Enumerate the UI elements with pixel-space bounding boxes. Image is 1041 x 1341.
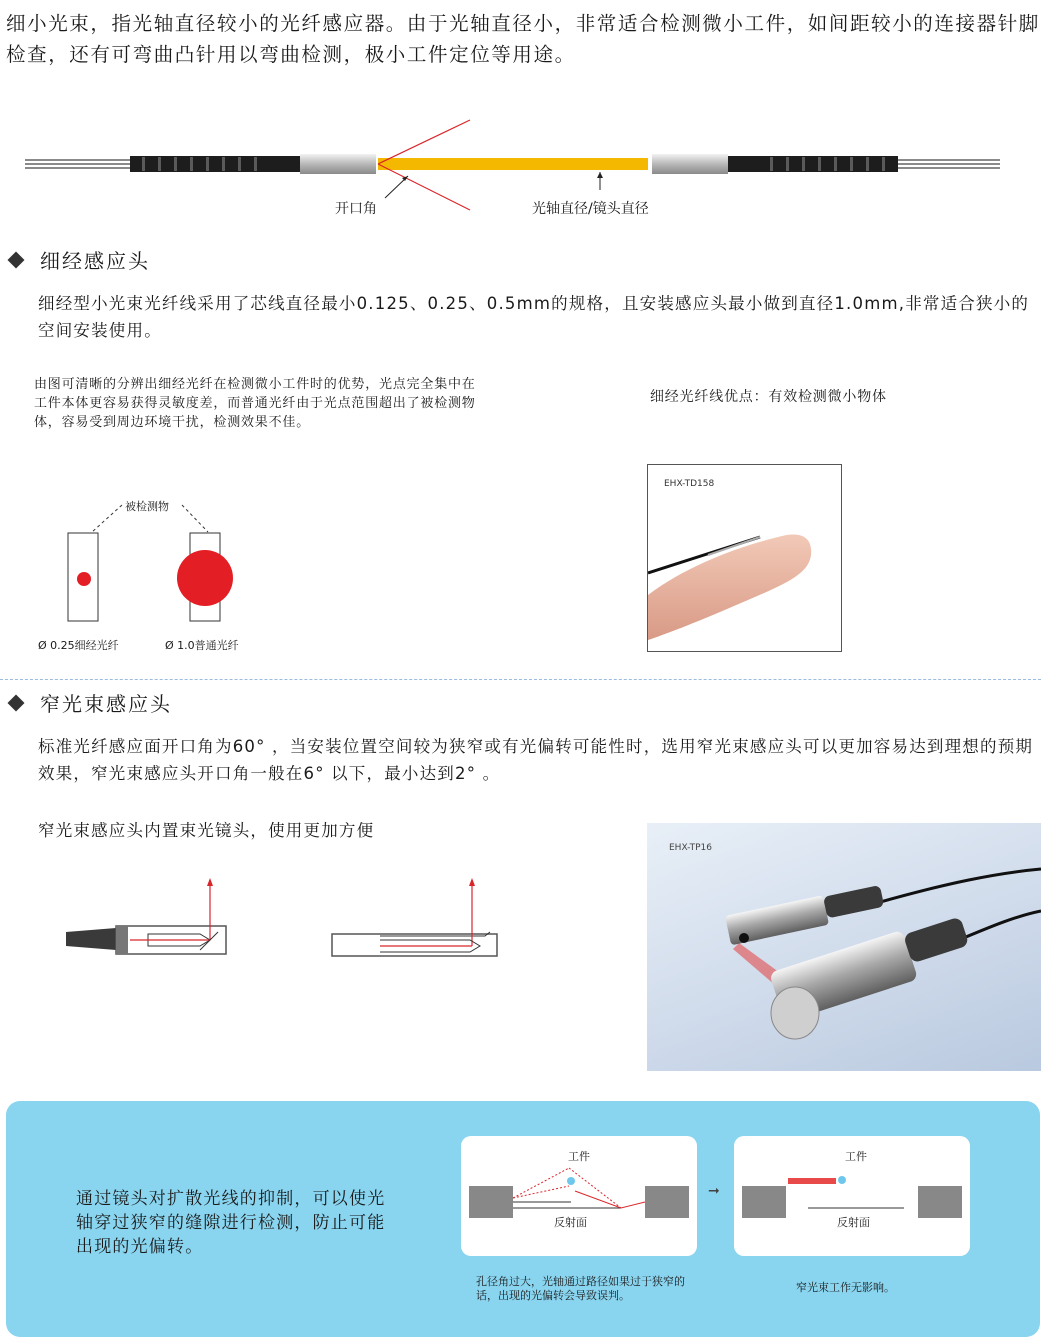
card2-workpiece: 工件 [845,1150,867,1163]
sensor-head-large [769,916,969,1039]
diamond-bullet-icon [8,251,25,268]
photo2-model-label: EHX-TP16 [669,843,712,853]
fiber-diagram [0,110,1041,225]
section1-note-left: 由图可清晰的分辨出细经光纤在检测微小工件时的优势，光点完全集中在工件本体更容易获得灵敏度差，而普通光纤由于光点范围超出了被检测物体，容易受到周边环境干扰，检测效果不佳。 [34,377,476,430]
photo1-model-label: EHX-TD158 [664,479,715,489]
thin-fiber-spot [77,572,91,586]
product-photo-td158 [647,464,842,652]
card1-caption: 孔径角过大，光轴通过路径如果过于狭窄的话，出现的光偏转会导致误判。 [476,1275,685,1302]
arrow-icon: ➞ [708,1183,720,1199]
comparison-card-narrow [734,1136,970,1256]
product-photo-tp16 [647,823,1041,1071]
section-title-narrow-beam: 窄光束感应头 [6,688,172,717]
light-beam [378,158,648,170]
left-fiber-cable [25,154,376,174]
section1-note-right: 细经光纤线优点：有效检测微小物体 [650,389,887,405]
axis-diameter-label: 光轴直径/镜头直径 [532,201,649,217]
normal-fiber-spot [177,550,233,606]
lens-diagrams [60,870,520,970]
opening-angle-label: 开口角 [335,201,377,217]
thin-fiber-label: Ø 0.25细经光纤 [38,639,119,652]
intro-paragraph: 细小光束，指光轴直径较小的光纤感应器。由于光轴直径小，非常适合检测微小工件，如间距较小的连接器针脚检查，还有可弯曲凸针用以弯曲检测，极小工件定位等用途。 [6,12,1040,66]
object-label: 被检测物 [125,500,169,513]
spot-comparison-figure [30,495,270,655]
section2-sub: 窄光束感应头内置束光镜头，使用更加方便 [38,821,375,840]
section1-body: 细经型小光束光纤线采用了芯线直径最小0.125、0.25、0.5mm的规格，且安装感应头最小做到直径1.0mm,非常适合狭小的空间安装使用。 [38,294,1030,340]
section-title-thin-head: 细经感应头 [6,245,150,274]
card1-surface: 反射面 [554,1216,587,1229]
card1-workpiece: 工件 [568,1150,590,1163]
card2-caption: 窄光束工作无影响。 [796,1281,895,1294]
section-divider [0,679,1041,680]
normal-fiber-label: Ø 1.0普通光纤 [165,639,239,652]
right-fiber-cable [652,154,1000,174]
finger-shape [648,534,811,640]
diamond-bullet-icon [8,694,25,711]
section2-body: 标准光纤感应面开口角为60° ，当安装位置空间较为狭窄或有光偏转可能性时，选用窄光束感应头可以更加容易达到理想的预期效果，窄光束感应头开口角一般在6° 以下，最小达到2° 。 [38,737,1034,783]
workpiece-dot [567,1177,575,1185]
comparison-card-wide [461,1136,697,1256]
panel-text: 通过镜头对扩散光线的抑制，可以使光轴穿过狭窄的缝隙进行检测，防止可能出现的光偏转。 [76,1189,386,1257]
narrow-beam-info-panel [6,1101,1040,1337]
workpiece-dot [838,1176,846,1184]
card2-surface: 反射面 [837,1216,870,1229]
